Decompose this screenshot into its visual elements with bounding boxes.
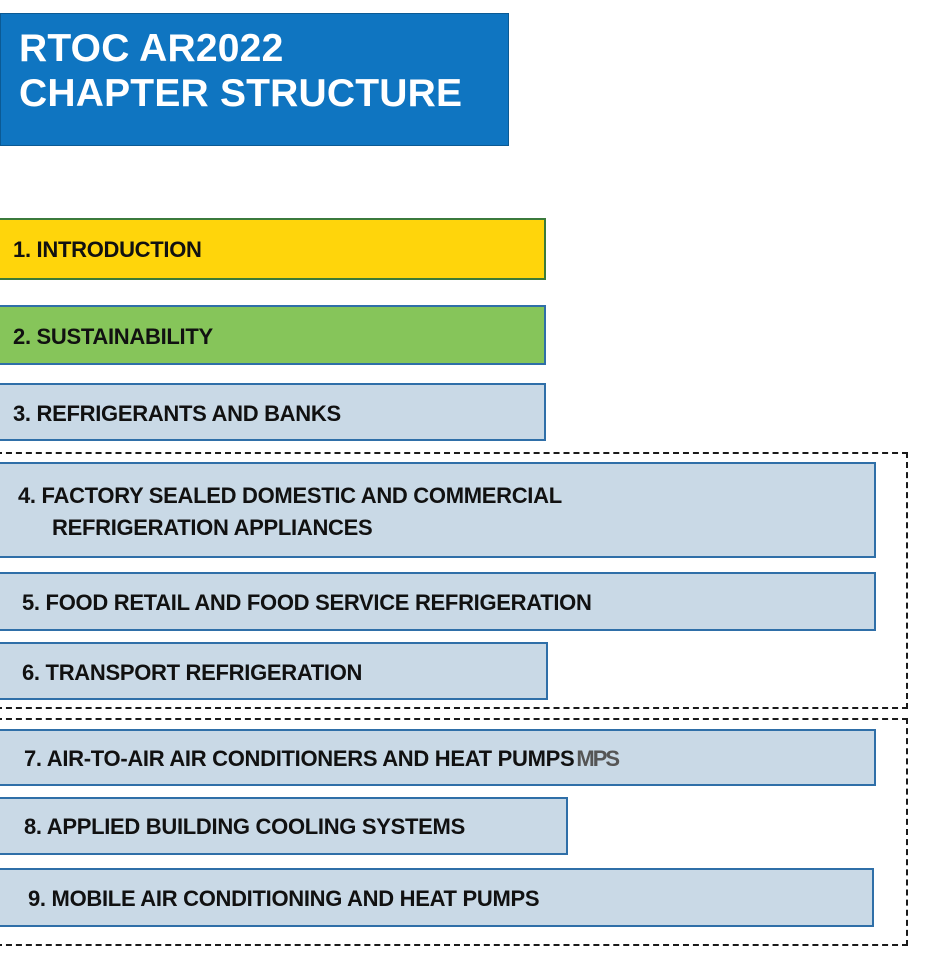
title-line-2: CHAPTER STRUCTURE [19,72,463,115]
chapter-number: 2 [13,324,25,349]
title-banner [0,13,509,146]
chapter-number: 5. [22,590,40,615]
chapter-3-refrigerants-and-banks [0,383,546,441]
overlapping-text-fragment: MPS [576,746,619,771]
chapter-number: 7. [24,746,42,771]
title-line-1: RTOC AR2022 [19,27,284,70]
chapter-label-line-2: REFRIGERATION APPLIANCES [52,515,373,540]
chapter-6-transport-refrigeration [0,642,548,700]
chapter-5-food-retail-refrigeration [0,572,876,631]
chapter-number: 8. [24,814,42,839]
chapter-9-mobile-air-conditioning [0,868,874,927]
chapter-2-sustainability [0,305,546,365]
chapter-label: FOOD RETAIL AND FOOD SERVICE REFRIGERATION [39,590,592,615]
chapter-number: 1 [13,237,25,262]
chapter-number: 6. [22,660,40,685]
chapter-label: . INTRODUCTION [24,237,202,262]
chapter-label: MOBILE AIR CONDITIONING AND HEAT PUMPS [45,886,540,911]
chapter-4-factory-sealed-appliances [0,462,876,558]
chapter-1-introduction [0,218,546,280]
chapter-number: 4. [18,483,36,508]
chapter-label: REFRIGERANTS AND BANKS [30,401,341,426]
chapter-label: APPLIED BUILDING COOLING SYSTEMS [41,814,465,839]
chapter-8-applied-building-cooling [0,797,568,855]
chapter-label: . SUSTAINABILITY [24,324,213,349]
chapter-number: 3. [13,401,31,426]
chapter-7-air-to-air-conditioners [0,729,876,786]
chapter-label: TRANSPORT REFRIGERATION [39,660,363,685]
chapter-label-line-1: FACTORY SEALED DOMESTIC AND COMMERCIAL [35,483,562,508]
chapter-number: 9. [28,886,46,911]
chapter-label: AIR-TO-AIR AIR CONDITIONERS AND HEAT PUMPS [41,746,575,771]
